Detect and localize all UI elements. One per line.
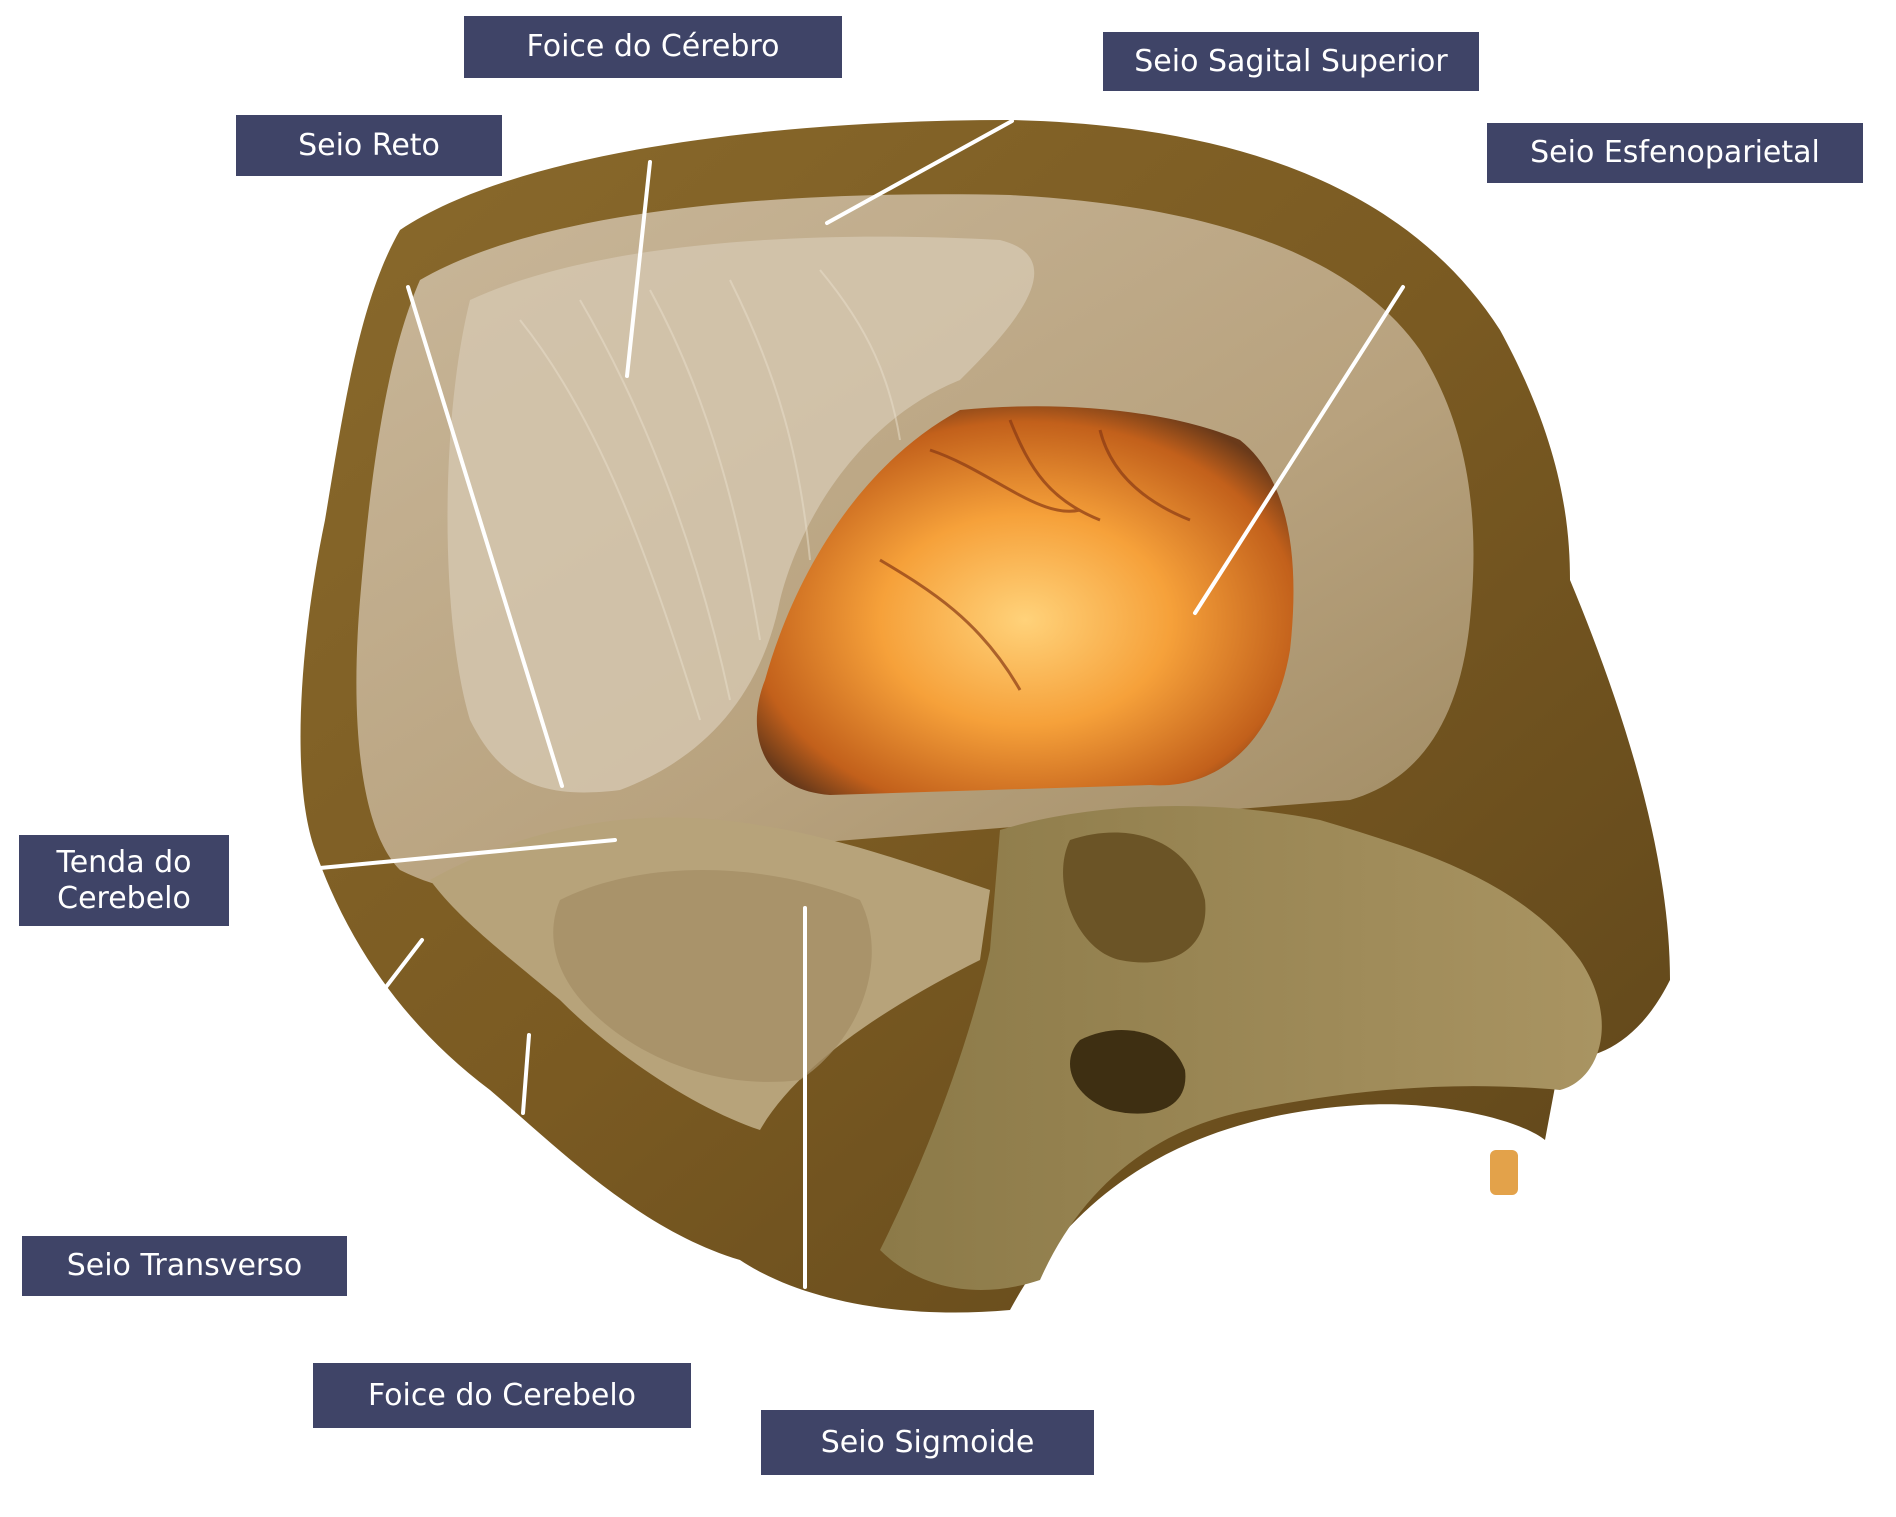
label-tenda-do-cerebelo-line1: Tenda do [56, 844, 192, 880]
label-seio-sigmoide [761, 1410, 1094, 1475]
label-tenda-do-cerebelo-line2: Cerebelo [57, 880, 191, 916]
label-seio-transverso [22, 1236, 347, 1296]
label-foice-do-cerebro-text: Foice do Cérebro [526, 29, 780, 64]
label-foice-do-cerebro [464, 16, 842, 78]
label-seio-transverso-text: Seio Transverso [66, 1248, 303, 1283]
label-seio-sagital-superior-text: Seio Sagital Superior [1134, 43, 1448, 79]
tooth [1490, 1150, 1518, 1195]
label-seio-reto [236, 115, 502, 176]
label-seio-reto-text: Seio Reto [298, 127, 440, 163]
label-seio-sigmoide-text: Seio Sigmoide [820, 1424, 1035, 1460]
label-seio-sagital-superior [1103, 32, 1479, 91]
label-seio-esfenoparietal-text: Seio Esfenoparietal [1530, 135, 1820, 170]
label-tenda-do-cerebelo [19, 835, 229, 926]
label-seio-esfenoparietal [1487, 123, 1863, 183]
label-foice-do-cerebelo [313, 1363, 691, 1428]
label-foice-do-cerebelo-text: Foice do Cerebelo [367, 1377, 637, 1413]
